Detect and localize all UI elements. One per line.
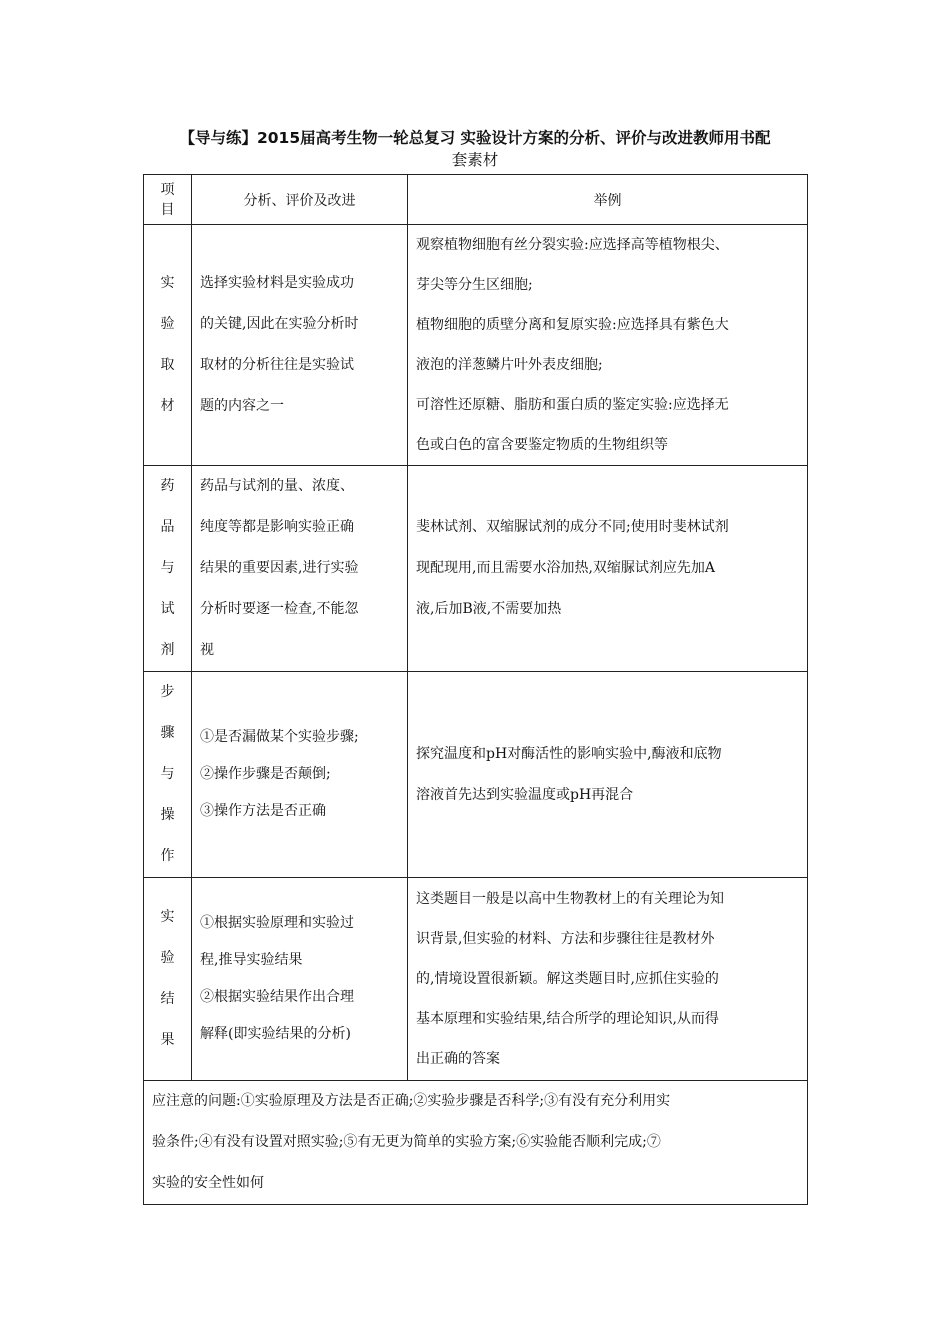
table-row — [144, 466, 808, 672]
row-item: 药 品 与 试 剂 — [144, 466, 192, 672]
row-example: 斐林试剂、双缩脲试剂的成分不同;使用时斐林试剂 现配现用,而且需要水浴加热,双缩脲试剂应先加A 液,后加B液,不需要加热 — [408, 466, 808, 672]
table-row — [144, 672, 808, 878]
document-title — [120, 127, 830, 171]
row-item: 步 骤 与 操 作 — [144, 672, 192, 878]
row-analysis: 选择实验材料是实验成功 的关键,因此在实验分析时 取材的分析往往是实验试 题的内容之一 — [192, 225, 408, 466]
table-row — [144, 225, 808, 466]
header-item: 项 目 — [144, 175, 192, 225]
notes-row — [144, 1081, 808, 1205]
row-example: 这类题目一般是以高中生物教材上的有关理论为知 识背景,但实验的材料、方法和步骤往往是教材外 的,情境设置很新颖。解这类题目时,应抓住实验的 基本原理和实验结果,结合所学的理论知识,从而得 出正确的答案 — [408, 878, 808, 1081]
title-line-1: 【导与练】2015届高考生物一轮总复习 实验设计方案的分析、评价与改进教师用书配 — [179, 129, 771, 147]
row-example: 观察植物细胞有丝分裂实验:应选择高等植物根尖、 芽尖等分生区细胞; 植物细胞的质壁分离和复原实验:应选择具有紫色大 液泡的洋葱鳞片叶外表皮细胞; 可溶性还原糖、脂肪和蛋白质的鉴定实验:应选择无 色或白色的富含要鉴定物质的生物组织等 — [408, 225, 808, 466]
notes-cell: 应注意的问题:①实验原理及方法是否正确;②实验步骤是否科学;③有没有充分利用实 验条件;④有没有设置对照实验;⑤有无更为简单的实验方案;⑥实验能否顺利完成;⑦ 实验的安全性如何 — [144, 1081, 808, 1205]
row-example: 探究温度和pH对酶活性的影响实验中,酶液和底物 溶液首先达到实验温度或pH再混合 — [408, 672, 808, 878]
header-example: 举例 — [408, 175, 808, 225]
title-line-2: 套素材 — [451, 151, 499, 169]
experiment-analysis-table — [143, 174, 808, 1205]
row-analysis: ①根据实验原理和实验过 程,推导实验结果 ②根据实验结果作出合理 解释(即实验结果的分析) — [192, 878, 408, 1081]
row-analysis: ①是否漏做某个实验步骤; ②操作步骤是否颠倒; ③操作方法是否正确 — [192, 672, 408, 878]
table-row — [144, 878, 808, 1081]
row-analysis: 药品与试剂的量、浓度、 纯度等都是影响实验正确 结果的重要因素,进行实验 分析时要逐一检查,不能忽 视 — [192, 466, 408, 672]
row-item: 实 验 结 果 — [144, 878, 192, 1081]
header-row — [144, 175, 808, 225]
header-analysis: 分析、评价及改进 — [192, 175, 408, 225]
row-item: 实 验 取 材 — [144, 225, 192, 466]
